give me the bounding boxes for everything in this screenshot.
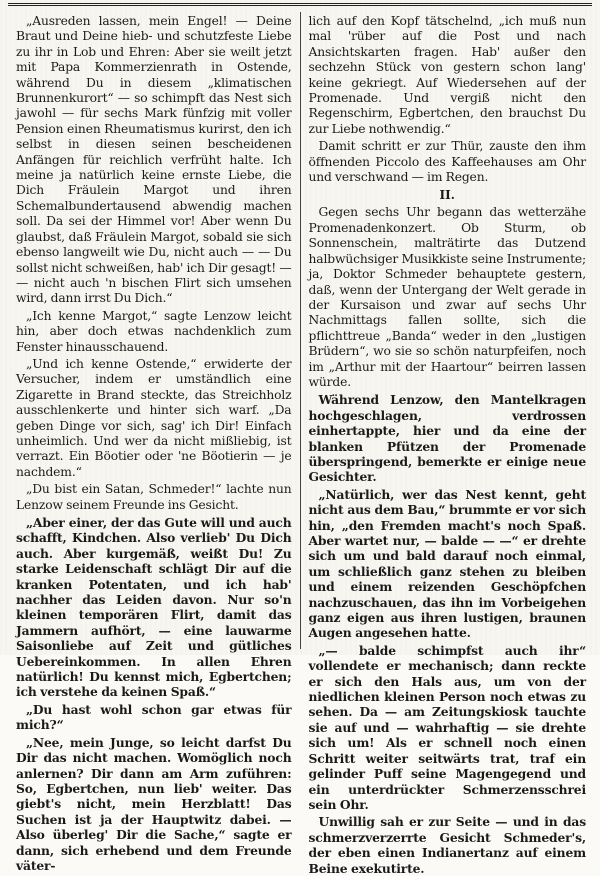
right-column (301, 8, 591, 876)
paragraph: „Natürlich, wer das Nest kennt, geht nicht aus dem Bau,“ brummte er vor sich hin, „den Fremden macht's noch Spaß. Aber wartet nur, — balde — —“ er drehte sich um und bald darauf noch einmal, um schließlich ganz stehen zu bleiben und einem reizenden Geschöpfchen nachzuschauen, das ihn im Vorbeigehen ganz eigen aus ihren lustigen, braunen Augen angesehen hatte. (308, 486, 586, 641)
paragraph: Gegen sechs Uhr begann das wetterzähe Promenadenkonzert. Ob Sturm, ob Sonnenschein, malträtirte das Dutzend halbwüchsiger Musikkiste seine Instrumente; ja, Doktor Schmeder behauptete gestern, daß, wenn der Untergang der Welt gerade in der Kursaison und zwar auf sechs Uhr Nachmittags fallen sollte, sich die pflichttreue „Banda“ weder in den „lustigen Brüdern“, wo sie so schön naturpfeifen, noch im „Arthur mit der Haartour“ beirren lassen würde. (308, 205, 586, 389)
paragraph: „— balde schimpfst auch ihr“ vollendete er mechanisch; dann reckte er sich den Hals aus, um von der niedlichen kleinen Person noch etwas zu sehen. Da — am Zeitungskiosk tauchte sie auf und — wahrhaftig — sie drehte sich um! Als er schnell noch einen Schritt weiter seitwärts trat, traf ein gelinder Puff seine Magengegend und ein unterdrückter Schmerzensschrei sein Ohr. (308, 642, 586, 812)
paragraph: Damit schritt er zur Thür, zauste den ihm öffnenden Piccolo des Kaffeehauses am Ohr und verschwand — im Regen. (308, 139, 586, 185)
paragraph: „Du hast wohl schon gar etwas für mich?“ (16, 701, 292, 733)
section-number: II. (439, 188, 455, 203)
paragraph: Unwillig sah er zur Seite — und in das schmerzverzerrte Gesicht Schmeder's, der eben einen Indianertanz auf einem Beine exekutirte. (308, 814, 586, 876)
paragraph: „Ich kenne Margot,“ sagte Lenzow leicht hin, aber doch etwas nachdenklich zum Fenster hinausschauend. (16, 308, 292, 354)
paragraph: „Nee, mein Junge, so leicht darfst Du Dir das nicht machen. Womöglich noch anlernen? Dir dann am Arm zuführen: So, Egbertchen, nun lieb' weiter. Das giebt's nicht, mein Herzblatt! Das Suchen ist ja der Hauptwitz dabei. — Also überleg' Dir die Sache,“ sagte er dann, sich erhebend und dem Freunde väter- (16, 734, 292, 873)
paragraph: „Aber einer, der das Gute will und auch schafft, Kindchen. Also verlieb' Du Dich auch. Aber kurgemäß, weißt Du! Zu starke Leidenschaft schlägt Dir auf die kranken Potentaten, und ich hab' nachher das Leiden davon. Nur so'n kleinen temporären Flirt, damit das Jammern aufhört, — eine lauwarme Saisonliebe auf Zeit und gütliches Uebereinkommen. In allen Ehren natürlich! Du kennst mich, Egbertchen; ich verstehe da keinen Spaß.“ (16, 515, 292, 700)
paragraph: Während Lenzow, den Mantelkragen hochgeschlagen, verdrossen einhertappte, hier und da eine der blanken Pfützen der Promenade überspringend, bemerkte er einige neue Gesichter. (308, 392, 586, 485)
left-column (10, 8, 300, 873)
paragraph: „Und ich kenne Ostende,“ erwiderte der Versucher, indem er umständlich eine Zigarette in Brand steckte, das Streichholz ausschlenkerte und hinter sich warf. „Da geben Dinge vor sich, sag' ich Dir! Einfach unheimlich. Und wer da nicht mißliebig, ist verrazt. Ein Böotier oder 'ne Böotierin — je nachdem.“ (16, 356, 292, 479)
paragraph: lich auf den Kopf tätschelnd, „ich muß nun mal 'rüber auf die Post und nach Ansichtskarten fragen. Hab' außer den sechzehn Stück von gestern schon lang' keine gekriegt. Auf Wiedersehen auf der Promenade. Und vergiß nicht den Regenschirm, Egbertchen, den brauchst Du zur Liebe nothwendig.“ (308, 14, 586, 136)
paragraph: „Du bist ein Satan, Schmeder!“ lachte nun Lenzow seinem Freunde ins Gesicht. (16, 482, 292, 512)
paragraph: „Ausreden lassen, mein Engel! — Deine Braut und Deine hieb- und schutzfeste Liebe zu ihr in Lob und Ehren: Aber sie weilt jetzt mit Papa Kommerzienrath in Ostende, während Du in diesem „klimatischen Brunnenkurort“ — so schimpft das Nest sich jawohl — für sechs Mark fünfzig mit voller Pension einen Rheumatismus kurirst, den ich selbst in diesen seinen bescheidenen Anfängen für reichlich verfrüht halte. Ich meine ja natürlich keine ernste Liebe, die Dich Fräulein Margot und ihren Schemalbundertausend abwendig machen soll. Da sei der Himmel vor! Aber wenn Du glaubst, daß Fräulein Margot, sobald sie sich ebenso langweilt wie Du, nicht auch — — Du sollst nicht schweißen, hab' ich Dir gesagt! — — nicht auch 'n bischen Flirt sich umsehen wird, dann irrst Du Dich.“ (16, 14, 292, 306)
top-rule (8, 3, 592, 6)
article-columns (10, 8, 590, 876)
